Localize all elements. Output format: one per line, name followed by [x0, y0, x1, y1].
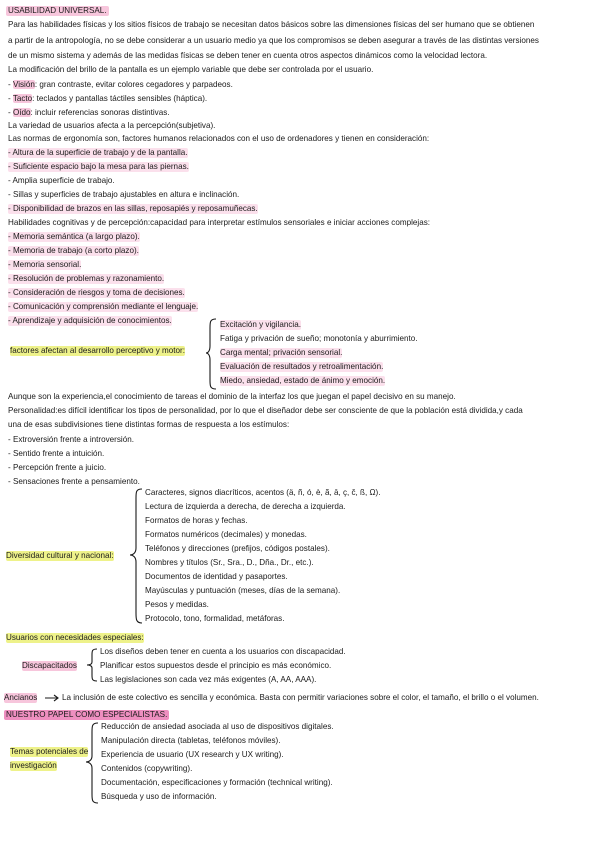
diversity-item: Protocolo, tono, formalidad, metáforas.: [145, 614, 285, 623]
topics-item: Manipulación directa (tabletas, teléfonos móviles).: [101, 736, 281, 745]
intro-line: de un mismo sistema y además de las medidas físicas se deben tener en cuenta otros aspectos dinámicos como la velocidad lectora.: [8, 51, 488, 60]
topics-item: Reducción de ansiedad asociada al uso de dispositivos digitales.: [101, 722, 334, 731]
diversity-label: Diversidad cultural y nacional:: [6, 551, 114, 560]
ergonomics-item: - Sillas y superficies de trabajo ajustables en altura e inclinación.: [8, 190, 240, 199]
section-heading-usabilidad: USABILIDAD UNIVERSAL.: [8, 6, 107, 15]
topics-label: investigación: [10, 761, 57, 770]
topics-label: Temas potenciales de: [10, 747, 89, 756]
disabled-item: Las legislaciones son cada vez más exigentes (A, AA, AAA).: [100, 675, 317, 684]
ergonomics-item: - Altura de la superficie de trabajo y de la pantalla.: [8, 148, 188, 157]
disabled-label: Discapacitados: [22, 661, 77, 670]
ergonomics-item: - Suficiente espacio bajo la mesa para las piernas.: [8, 162, 189, 171]
ergonomics-intro: Las normas de ergonomía son, factores humanos relacionados con el uso de ordenadores y tienen en consideración:: [8, 134, 430, 143]
intro-line: a partir de la antropología, no se debe considerar a un usuario medio ya que los compromisos se deben asegurar a través de las distintas versiones: [8, 36, 539, 45]
diversity-item: Teléfonos y direcciones (prefijos, códigos postales).: [145, 544, 330, 553]
factors-label: factores afectan al desarrollo perceptivo y motor:: [10, 346, 185, 355]
diversity-item: Formatos de horas y fechas.: [145, 516, 248, 525]
factors-item: Excitación y vigilancia.: [220, 320, 301, 329]
cognitive-item: - Memoria semántica (a largo plazo).: [8, 232, 140, 241]
diversity-item: Nombres y títulos (Sr., Sra., D., Dña., Dr., etc.).: [145, 558, 314, 567]
disabled-item: Planificar estos supuestos desde el principio es más económico.: [100, 661, 332, 670]
sense-item-hearing: - Oído: incluir referencias sonoras distintivas.: [8, 108, 170, 117]
experience-line: Aunque son la experiencia,el conocimiento de tareas el dominio de la interfaz los que juegan el papel decisivo en su manejo.: [8, 392, 456, 401]
cognitive-intro: Habilidades cognitivas y de percepción:capacidad para interpretar estímulos sensoriales e iniciar acciones complejas:: [8, 218, 430, 227]
sense-item-touch: - Tacto: teclados y pantallas táctiles sensibles (háptica).: [8, 94, 208, 103]
diversity-item: Documentos de identidad y pasaportes.: [145, 572, 288, 581]
topics-brace: [86, 722, 100, 804]
disabled-brace: [87, 648, 99, 682]
personality-item: - Extroversión frente a introversión.: [8, 435, 134, 444]
personality-item: - Sensaciones frente a pensamiento.: [8, 477, 140, 486]
special-needs-heading: Usuarios con necesidades especiales:: [6, 633, 144, 642]
topics-item: Contenidos (copywriting).: [101, 764, 193, 773]
disabled-item: Los diseños deben tener en cuenta a los usuarios con discapacidad.: [100, 647, 346, 656]
ergonomics-item: - Amplia superficie de trabajo.: [8, 176, 115, 185]
factors-item: Carga mental; privación sensorial.: [220, 348, 343, 357]
personality-item: - Percepción frente a juicio.: [8, 463, 107, 472]
diversity-item: Lectura de izquierda a derecha, de derecha a izquierda.: [145, 502, 346, 511]
diversity-item: Pesos y medidas.: [145, 600, 209, 609]
variety-line: La variedad de usuarios afecta a la percepción(subjetiva).: [8, 121, 216, 130]
arrow-right-icon: [44, 694, 60, 702]
section-heading-especialistas: NUESTRO PAPEL COMO ESPECIALISTAS.: [6, 710, 168, 719]
cognitive-item: - Consideración de riesgos y toma de decisiones.: [8, 288, 185, 297]
personality-item: - Sentido frente a intuición.: [8, 449, 105, 458]
intro-line: La modificación del brillo de la pantalla es un ejemplo variable que debe ser controlada por el usuario.: [8, 65, 374, 74]
elderly-text: La inclusión de este colectivo es sencilla y económica. Basta con permitir variaciones sobre el color, el tamaño, el brillo o el volumen.: [62, 693, 539, 702]
diversity-item: Caracteres, signos diacríticos, acentos (ä, ñ, ó, è, ã, ā, ç, č, ß, Ω).: [145, 488, 381, 497]
diversity-item: Mayúsculas y puntuación (meses, días de la semana).: [145, 586, 341, 595]
ergonomics-item: - Disponibilidad de brazos en las sillas, reposapiés y reposamuñecas.: [8, 204, 258, 213]
cognitive-item: - Resolución de problemas y razonamiento.: [8, 274, 165, 283]
cognitive-item: - Memoria sensorial.: [8, 260, 82, 269]
elderly-label: Ancianos: [4, 693, 38, 702]
factors-item: Evaluación de resultados y retroalimentación.: [220, 362, 384, 371]
personality-line: Personalidad:es difícil identificar los tipos de personalidad, por lo que el diseñador debe ser consciente de que la población está dividida,y cada: [8, 406, 523, 415]
factors-item: Miedo, ansiedad, estado de ánimo y emoción.: [220, 376, 386, 385]
intro-line: Para las habilidades físicas y los sitios físicos de trabajo se necesitan datos básicos sobre las dimensiones físicas del ser humano que se obtienen: [8, 20, 535, 29]
cognitive-item: - Aprendizaje y adquisición de conocimientos.: [8, 316, 172, 325]
topics-item: Documentación, especificaciones y formación (technical writing).: [101, 778, 333, 787]
topics-item: Experiencia de usuario (UX research y UX writing).: [101, 750, 284, 759]
topics-item: Búsqueda y uso de información.: [101, 792, 217, 801]
factors-item: Fatiga y privación de sueño; monotonía y aburrimiento.: [220, 334, 418, 343]
diversity-item: Formatos numéricos (decimales) y monedas.: [145, 530, 307, 539]
personality-line: una de esas subdivisiones tiene distintas formas de respuesta a los estímulos:: [8, 420, 290, 429]
factors-brace: [206, 318, 218, 390]
cognitive-item: - Memoria de trabajo (a corto plazo).: [8, 246, 139, 255]
sense-item-vision: - Visión: gran contraste, evitar colores cegadores y parpadeos.: [8, 80, 233, 89]
diversity-brace: [130, 488, 144, 624]
cognitive-item: - Comunicación y comprensión mediante el lenguaje.: [8, 302, 199, 311]
